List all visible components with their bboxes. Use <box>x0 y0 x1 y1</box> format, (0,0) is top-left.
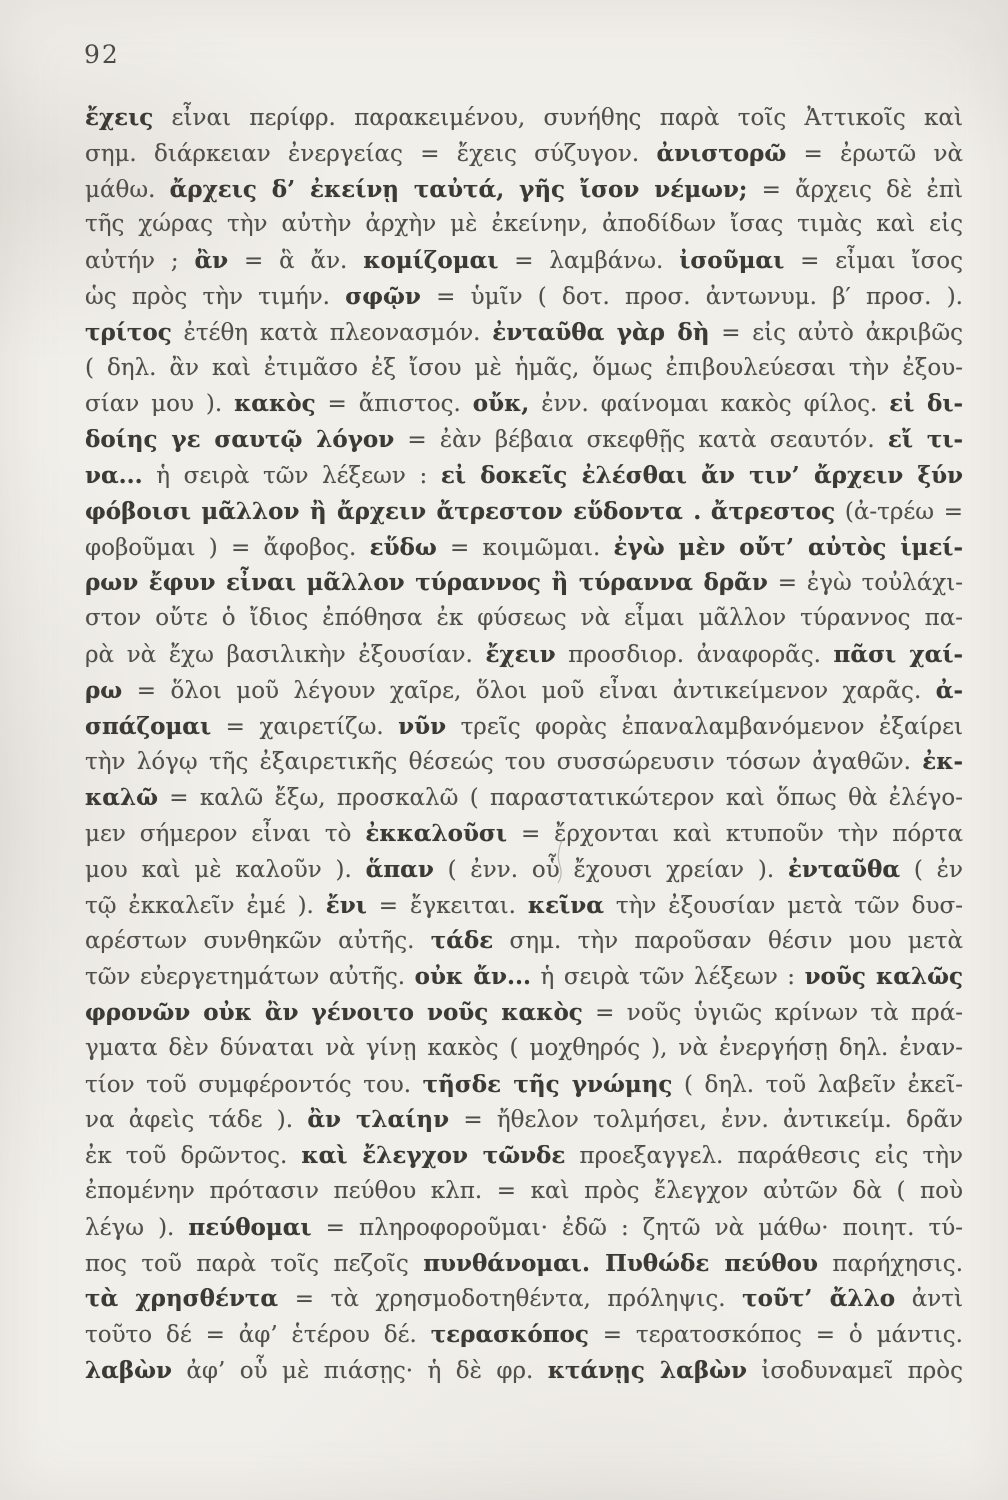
commentary-text: ἰσοδυναμεῖ πρὸς <box>746 1357 963 1384</box>
lemma-bold-text: σπάζομαι <box>85 712 212 740</box>
lemma-bold-text: ἂν τλαίην <box>307 1106 450 1134</box>
lemma-bold-text: φόβοισι μᾶλλον ἢ ἄρχειν ἄτρεστον εὕδοντα . <box>85 497 702 525</box>
text-line <box>85 1138 963 1174</box>
lemma-bold-text: ἔχεις <box>85 104 154 131</box>
commentary-text: = εἶμαι ἴσος <box>784 248 963 275</box>
commentary-text: ( δηλ. ἂν καὶ ἐτιμᾶσο ἐξ ἴσου μὲ ἡμᾶς, ὅμως ἐπιβουλεύεσαι τὴν ἐξου- <box>85 354 963 381</box>
lemma-bold-text: ρων ἔφυν εἶναι μᾶλλον τύραννος ἢ τύραννα δρᾶν <box>85 569 768 597</box>
lemma-bold-text: τερασκόπος <box>430 1321 589 1349</box>
commentary-text: παρήχησις. <box>817 1250 963 1277</box>
text-line <box>85 816 963 852</box>
commentary-text: = ἄρχεις δὲ ἐπὶ <box>747 176 963 203</box>
lemma-bold-text: καλῶ <box>85 784 158 812</box>
lemma-bold-text: ἂν <box>194 247 229 275</box>
commentary-text: τῶν εὐεργετημάτων αὐτῆς. <box>85 964 415 991</box>
text-line <box>85 351 963 387</box>
commentary-text: = ὑμῖν ( δοτ. προσ. ἀντωνυμ. β′ προσ. ). <box>420 283 963 310</box>
commentary-text: ἐκ τοῦ δρῶντος. <box>85 1143 302 1170</box>
text-line <box>85 1102 963 1138</box>
text-line <box>85 458 963 494</box>
lemma-bold-text: ἅπαν <box>365 855 434 883</box>
lemma-bold-text: να... <box>85 461 143 489</box>
text-line <box>85 1281 963 1317</box>
text-line <box>85 1317 963 1353</box>
commentary-text: ἀντὶ <box>895 1286 963 1313</box>
lemma-bold-text: κομίζομαι <box>363 247 499 275</box>
commentary-text: ὡς πρὸς τὴν τιμήν. <box>85 283 346 310</box>
commentary-text: σίαν μου ). <box>85 391 235 418</box>
text-line <box>85 852 963 888</box>
commentary-text: τὴν ἐξουσίαν μετὰ τῶν δυσ- <box>603 892 963 919</box>
commentary-text: = ὅλοι μοῦ λέγουν χαῖρε, ὅλοι μοῦ εἶναι ἀντικείμενον χαρᾶς. <box>122 677 936 704</box>
commentary-text: = ἔρχονται καὶ κτυποῦν τὴν πόρτα <box>507 820 963 847</box>
commentary-text: πος τοῦ παρὰ τοῖς πεζοῖς <box>85 1250 424 1277</box>
commentary-text: = ἤθελον τολμήσει, ἐνν. ἀντικείμ. δρᾶν <box>449 1107 963 1134</box>
commentary-text: = καλῶ ἔξω, προσκαλῶ ( παραστατικώτερον καὶ ὅπως θὰ ἐλέγο- <box>157 785 963 812</box>
lemma-bold-text: πεύθομαι <box>188 1213 312 1241</box>
commentary-text: τρεῖς φορὰς ἐπαναλαμβανόμενον ἐξαίρει <box>446 713 963 740</box>
lemma-bold-text: ἔνι <box>325 891 367 919</box>
lemma-bold-text: κακὸς <box>234 390 316 418</box>
commentary-text: αρέστων συνθηκῶν αὐτῆς. <box>85 928 431 955</box>
text-line <box>85 1353 963 1389</box>
commentary-text: ρὰ νὰ ἔχω βασιλικὴν ἐξουσίαν. <box>85 641 486 668</box>
commentary-text: τίον τοῦ συμφέροντός του. <box>85 1071 423 1098</box>
lemma-bold-text: τάδε <box>430 927 494 955</box>
commentary-text: = νοῦς ὑγιῶς κρίνων τὰ πρά- <box>582 999 963 1026</box>
text-line <box>85 959 963 995</box>
commentary-text: ἡ σειρὰ τῶν λέξεων : <box>142 462 441 489</box>
commentary-text: ἐπομένην πρότασιν πεύθου κλπ. = καὶ πρὸς ἔλεγχον αὐτῶν δὰ ( ποὺ <box>85 1177 963 1204</box>
commentary-text: = χαιρετίζω. <box>211 713 399 740</box>
commentary-text: μεν σήμερον εἶναι τὸ <box>85 820 366 847</box>
lemma-bold-text: φρονῶν οὐκ ἂν γένοιτο νοῦς κακὸς <box>85 998 583 1026</box>
lemma-bold-text: σφῷν <box>345 282 421 310</box>
lemma-bold-text: πυνθάνομαι. Πυθώδε πεύθου <box>423 1249 818 1277</box>
lemma-bold-text: ἀνιστορῶ <box>656 139 787 167</box>
lemma-bold-text: ἐγὼ μὲν οὔτ’ αὐτὸς ἱμεί- <box>613 533 963 561</box>
lemma-bold-text: κτάνῃς λαβὼν <box>547 1356 747 1384</box>
commentary-text: = ἐγὼ τοὐλάχι- <box>767 570 963 597</box>
lemma-bold-text: εἰ δι- <box>889 390 963 418</box>
commentary-text: = ἃ ἄν. <box>228 248 364 275</box>
commentary-text: = ἐρωτῶ νὰ <box>786 140 963 167</box>
commentary-text: = ἔγκειται. <box>366 892 528 919</box>
commentary-text: προεξαγγελ. παράθεσις εἰς τὴν <box>565 1143 963 1170</box>
commentary-text: προσδιορ. ἀναφορᾶς. <box>555 641 834 668</box>
commentary-text: = ἄπιστος. <box>315 391 473 418</box>
commentary-text: = ἐὰν βέβαια σκεφθῇς κατὰ σεαυτόν. <box>394 427 888 454</box>
lemma-bold-text: εἴ τι- <box>887 426 963 454</box>
commentary-text: ἐτέθη κατὰ πλεονασμόν. <box>171 319 493 346</box>
commentary-text: ἡ σειρὰ τῶν λέξεων : <box>531 964 805 991</box>
commentary-text: εἶναι περίφρ. παρακειμένου, συνήθης παρὰ τοῖς Ἀττικοῖς καὶ <box>153 105 963 131</box>
commentary-text: στον οὔτε ὁ ἴδιος ἐπόθησα ἐκ φύσεως νὰ εἶμαι μᾶλλον τύραννος πα- <box>85 605 963 632</box>
commentary-text: = εἰς αὐτὸ ἀκριβῶς <box>709 319 963 346</box>
lemma-bold-text: ἐκκαλοῦσι <box>365 819 508 847</box>
lemma-bold-text: νῦν <box>398 712 447 740</box>
text-line <box>85 673 963 709</box>
text-line <box>85 530 963 566</box>
commentary-text: = λαμβάνω. <box>498 248 680 275</box>
lemma-bold-text: δοίης γε σαυτῷ λόγον <box>85 426 395 454</box>
lemma-bold-text: εὕδω <box>369 533 437 561</box>
lemma-bold-text: οὔκ, <box>472 390 530 418</box>
text-line <box>85 1031 963 1067</box>
commentary-text: τὴν λόγῳ τῆς ἐξαιρετικῆς θέσεώς του συσσώρευσιν τόσων ἀγαθῶν. <box>85 749 923 776</box>
commentary-text: ( δηλ. τοῦ λαβεῖν ἐκεῖ- <box>672 1071 963 1098</box>
lemma-bold-text: εἰ δοκεῖς ἐλέσθαι ἄν τιν’ ἄρχειν ξύν <box>440 461 963 489</box>
text-line <box>85 243 963 279</box>
text-line <box>85 494 963 530</box>
text-line <box>85 100 963 136</box>
commentary-text: φοβοῦμαι ) = ἄφοβος. <box>85 534 370 561</box>
lemma-bold-text: πᾶσι χαί- <box>833 640 963 668</box>
commentary-text: ἀφ’ οὗ μὲ πιάσῃς· ἡ δὲ φρ. <box>171 1357 548 1384</box>
lemma-bold-text: λαβὼν <box>85 1356 172 1384</box>
text-line <box>85 637 963 673</box>
commentary-text: τοῦτο δέ = ἀφ’ ἑτέρου δέ. <box>85 1322 431 1349</box>
page-number: 92 <box>84 40 120 69</box>
text-line <box>85 422 963 458</box>
text-line <box>85 601 963 637</box>
commentary-text: = τερατοσκόπος = ὁ μάντις. <box>588 1322 963 1349</box>
lemma-bold-text: ἐνταῦθα <box>787 855 901 883</box>
text-line <box>85 1174 963 1210</box>
lemma-bold-text: ἀ- <box>935 676 963 704</box>
lemma-bold-text: τῆσδε τῆς γνώμης <box>422 1070 673 1098</box>
lemma-bold-text: καὶ ἔλεγχον τῶνδε <box>301 1142 566 1170</box>
commentary-text: ( ἐνν. οὗ ἔχουσι χρείαν ). <box>433 856 788 883</box>
text-line <box>85 172 963 208</box>
text-line <box>85 1067 963 1103</box>
commentary-text: = πληροφοροῦμαι· ἐδῶ : ζητῶ νὰ μάθω· ποιητ. τύ- <box>311 1214 963 1241</box>
lemma-bold-text: οὐκ ἄν... <box>414 963 532 991</box>
lemma-bold-text: ρω <box>85 676 123 704</box>
commentary-text: τῆς χώρας τὴν αὐτὴν ἀρχὴν μὲ ἐκείνην, ἀποδίδων ἴσας τιμὰς καὶ εἰς <box>85 211 963 238</box>
commentary-text: (ἀ-τρέω = <box>835 498 963 525</box>
commentary-text: λέγω ). <box>85 1214 189 1241</box>
commentary-text: γματα δὲν δύναται νὰ γίνῃ κακὸς ( μοχθηρός ), νὰ ἐνεργήσῃ δηλ. ἐναν- <box>85 1034 963 1061</box>
text-line <box>85 279 963 315</box>
commentary-text: ( ἐν <box>900 856 963 883</box>
text-line <box>85 923 963 959</box>
text-line <box>85 709 963 745</box>
text-line <box>85 386 963 422</box>
commentary-text: τῷ ἐκκαλεῖν ἐμέ ). <box>85 892 326 919</box>
text-line <box>85 565 963 601</box>
lemma-bold-text: ἰσοῦμαι <box>679 247 785 275</box>
text-line <box>85 995 963 1031</box>
text-line <box>85 744 963 780</box>
lemma-bold-text: νοῦς καλῶς <box>804 963 963 991</box>
text-line <box>85 136 963 172</box>
lemma-bold-text: τὰ χρησθέντα <box>85 1285 279 1313</box>
commentary-text: ἐνν. φαίνομαι κακὸς φίλος. <box>529 391 890 418</box>
commentary-text-block <box>85 100 963 1389</box>
text-line <box>85 888 963 924</box>
commentary-text: σημ. τὴν παροῦσαν θέσιν μου μετὰ <box>493 928 963 955</box>
text-line <box>85 207 963 243</box>
text-line <box>85 1246 963 1282</box>
text-line <box>85 1210 963 1246</box>
text-line <box>85 780 963 816</box>
lemma-bold-text: τοῦτ’ ἄλλο <box>742 1285 896 1313</box>
commentary-text: = τὰ χρησμοδοτηθέντα, πρόληψις. <box>278 1286 743 1313</box>
lemma-bold-text: ἐνταῦθα γὰρ δὴ <box>492 318 710 346</box>
commentary-text: μάθω. <box>85 176 170 203</box>
lemma-bold-text: ἄρχεις δ’ ἐκείνῃ ταὐτά, γῆς ἴσον νέμων; <box>169 175 748 203</box>
lemma-bold-text: ἔχειν <box>485 640 556 668</box>
lemma-bold-text: ἐκ- <box>922 748 963 776</box>
commentary-text: αὐτήν ; <box>85 248 195 275</box>
lemma-bold-text: τρίτος <box>85 318 172 346</box>
commentary-text: να ἀφεὶς τάδε ). <box>85 1107 308 1134</box>
commentary-text: μου καὶ μὲ καλοῦν ). <box>85 856 366 883</box>
lemma-bold-text: ἄτρεστος <box>710 497 836 525</box>
text-line <box>85 315 963 351</box>
commentary-text <box>701 499 711 525</box>
commentary-text: = κοιμῶμαι. <box>436 534 614 561</box>
commentary-text: σημ. διάρκειαν ἐνεργείας = ἔχεις σύζυγον. <box>85 140 657 167</box>
lemma-bold-text: κεῖνα <box>527 891 604 919</box>
